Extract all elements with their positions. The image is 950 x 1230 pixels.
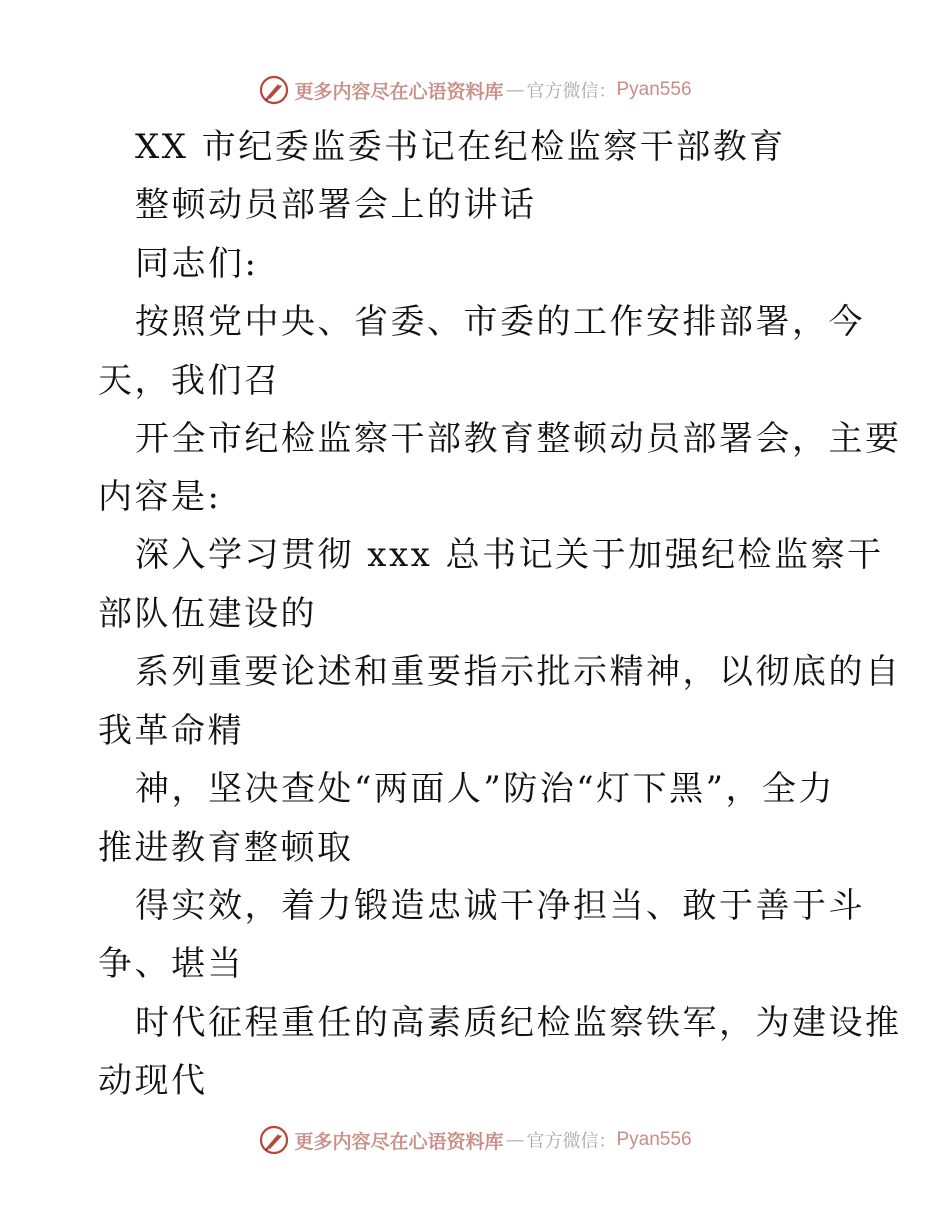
watermark-wechat-id: Pyan556	[616, 1129, 692, 1150]
watermark-dash: —	[505, 79, 525, 101]
salutation: 同志们:	[135, 244, 259, 284]
paragraph-line: 动现代	[98, 1061, 208, 1101]
paragraph-line: 深入学习贯彻 xxx 总书记关于加强纪检监察干	[135, 535, 884, 575]
paragraph-line: 内容是:	[98, 477, 222, 517]
pen-logo-icon	[258, 1124, 290, 1156]
watermark-banner-bottom	[0, 1120, 950, 1160]
paragraph-line: 争、堪当	[98, 944, 244, 984]
title-line-1: XX 市纪委监委书记在纪检监察干部教育	[135, 127, 786, 167]
paragraph-line: 天，我们召	[98, 361, 281, 401]
watermark-text: 更多内容尽在心语资料库	[294, 1130, 504, 1153]
paragraph-line: 时代征程重任的高素质纪检监察铁军，为建设推	[135, 1003, 902, 1043]
paragraph-line: 推进教育整顿取	[98, 828, 354, 868]
paragraph-line: 系列重要论述和重要指示批示精神，以彻底的自	[135, 652, 902, 692]
paragraph-line: 部队伍建设的	[98, 594, 317, 634]
watermark-text: 更多内容尽在心语资料库	[294, 80, 504, 103]
paragraph-line: 得实效，着力锻造忠诚干净担当、敢于善于斗	[135, 886, 865, 926]
title-line-2: 整顿动员部署会上的讲话	[135, 185, 537, 225]
paragraph-line: 我革命精	[98, 711, 244, 751]
watermark-label: 官方微信：	[526, 81, 617, 102]
watermark-wechat-id: Pyan556	[616, 79, 692, 100]
paragraph-line: 开全市纪检监察干部教育整顿动员部署会，主要	[135, 419, 902, 459]
paragraph-line: 按照党中央、省委、市委的工作安排部署，今	[135, 302, 865, 342]
paragraph-line: 神，坚决查处“两面人”防治“灯下黑”，全力	[135, 769, 836, 809]
watermark-dash: —	[505, 1129, 525, 1151]
watermark-label: 官方微信：	[526, 1131, 617, 1152]
